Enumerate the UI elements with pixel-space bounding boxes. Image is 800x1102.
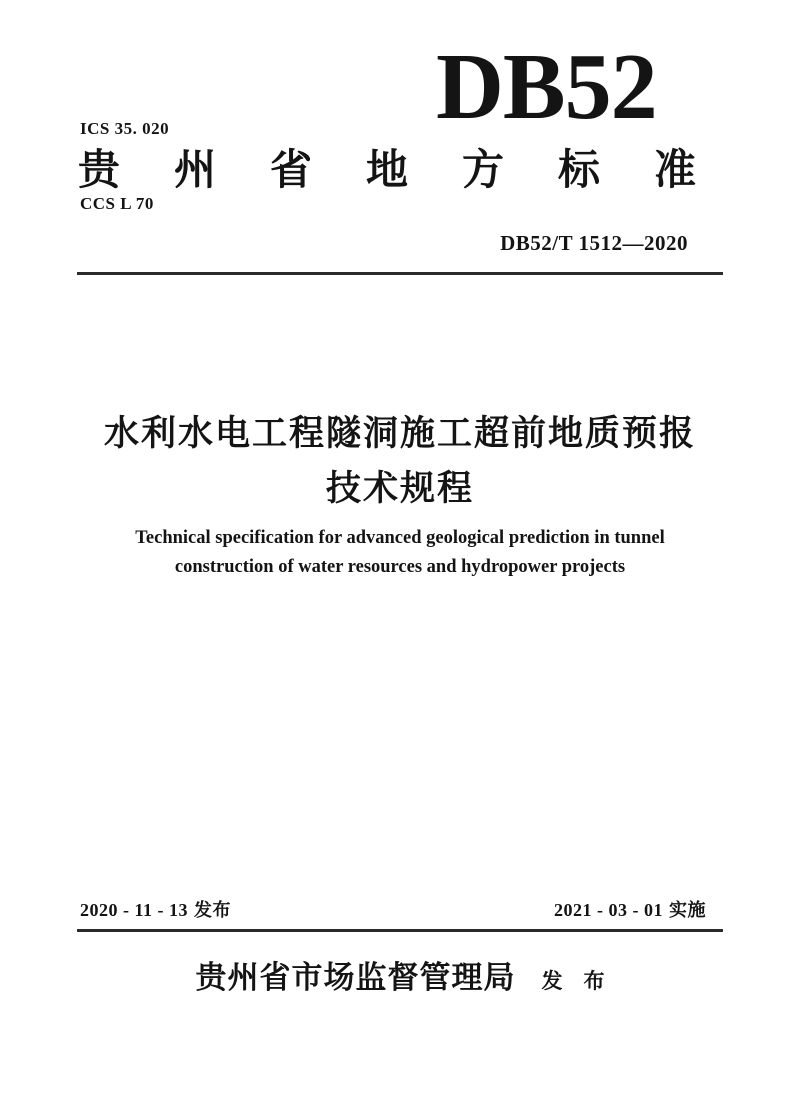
publish-action-label: 发 布: [541, 969, 605, 993]
standard-number: DB52/T 1512—2020: [500, 231, 688, 255]
standard-type-heading: 贵州省地方标准: [78, 148, 751, 194]
issue-date-item: [80, 896, 231, 922]
document-title-cn-line2: 技术规程: [325, 469, 474, 508]
document-title-en-line2: construction of water resources and hydropower projects: [174, 557, 626, 577]
document-title-cn: [0, 406, 800, 516]
ccs-code: CCS L 70: [80, 194, 154, 213]
footer-divider: [77, 929, 723, 932]
dates-row: [80, 896, 706, 922]
implementation-date: 2021 - 03 - 01: [554, 900, 663, 920]
ics-code: ICS 35. 020: [80, 119, 170, 138]
publisher-row: [0, 952, 800, 997]
header-divider: [77, 272, 723, 275]
document-title-en-line1: Technical specification for advanced geological prediction in tunnel: [135, 528, 665, 548]
implementation-date-item: [554, 896, 706, 922]
db52-logo: DB52: [436, 35, 657, 139]
issue-date: 2020 - 11 - 13: [80, 900, 188, 920]
issue-label: 发布: [194, 900, 231, 920]
implementation-label: 实施: [669, 900, 706, 920]
document-title-en: [0, 524, 800, 582]
publisher-name: 贵州省市场监督管理局: [195, 960, 516, 995]
document-title-cn-line1: 水利水电工程隧洞施工超前地质预报: [103, 414, 696, 453]
